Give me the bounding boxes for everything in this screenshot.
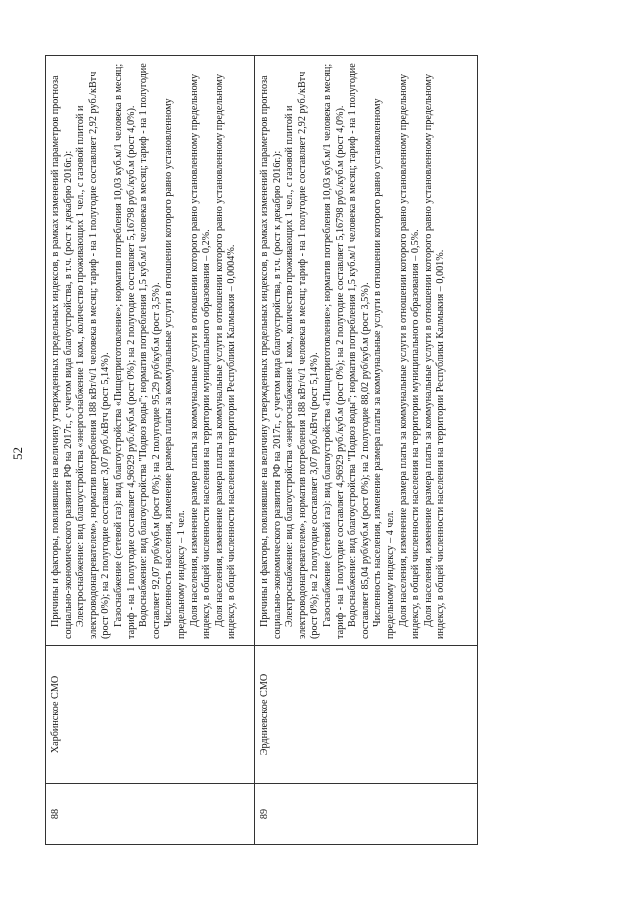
paragraph: Доля населения, изменение размера платы за коммунальные услуги в отношении которого равно установленному предельному индексу, в общей численности населения на территории муниципального образования – 0,2%. xyxy=(188,73,213,639)
row-description xyxy=(255,56,478,646)
paragraph: Причины и факторы, повлиявшие на величину утвержденных предельных индексов, в рамках изменений параметров прогноза социально-экономического развития РФ на 2017г., с учетом вида благоустройства, в т.ч. (рост к декабрю 2016г.): xyxy=(50,75,74,639)
paragraph: Доля населения, изменение размера платы за коммунальные услуги в отношении которого равно установленному предельному индексу, в общей численности населения на территории муниципального образования – 0,5%. xyxy=(397,73,422,639)
paragraph: Численность населения, изменение размера платы за коммунальные услуги в отношении которого равно установленному предельному индексу – 1 чел. xyxy=(163,98,187,639)
row-description xyxy=(46,56,255,646)
paragraph: Доля населения, изменение размера платы за коммунальные услуги в отношении которого равно установленному предельному индексу, в общей численности населения на территории Республики Калмыкия – 0,001%. xyxy=(422,73,447,639)
paragraph: Газоснабжение (сетевой газ): вид благоустройства «Пищеприготовление»; норматив потребления 10,03 куб.м/1 человека в месяц; тариф - на 1 полугодие составляет 4,96929 руб./куб.м (рост 0%); на 2 полугодие составляет 5,16798 руб./куб.м (рост 4,0%). xyxy=(321,63,346,639)
paragraph: Доля населения, изменение размера платы за коммунальные услуги в отношении которого равно установленному предельному индексу, в общей численности населения на территории Республики Калмыкия – 0,0004%. xyxy=(213,73,238,639)
paragraph: Электроснабжение: вид благоустройства «энергоснабжение 1 ком., количество проживающих 1 чел., с газовой плитой и электроводонагревателем», норматив потребления 188 кВт/ч/1 человека в месяц; тариф - на 1 полугодие составляет 2,92 руб./кВтч (рост 0%); на 2 полугодие составляет 3,07 руб./кВтч (рост 5,14%). xyxy=(284,71,321,639)
paragraph: Численность населения, изменение размера платы за коммунальные услуги в отношении которого равно установленному предельному индексу – 4 чел. xyxy=(372,98,396,639)
row-number: 89 xyxy=(255,784,478,845)
municipality-table xyxy=(45,55,478,845)
paragraph: Водоснабжение: вид благоустройства "Подвоз воды"; норматив потребления 1,5 куб.м/1 человека в месяц; тариф - на 1 полугодие составляет 85,04 руб/куб.м (рост 0%); на 2 полугодие 88,02 руб/куб.м (рост 3,5%). xyxy=(347,63,371,639)
table-row xyxy=(255,56,478,845)
row-number: 88 xyxy=(46,784,255,845)
municipality-name: Харбинское СМО xyxy=(46,646,255,784)
table-row xyxy=(46,56,255,845)
paragraph: Водоснабжение: вид благоустройства "Подвоз воды"; норматив потребления 1,5 куб.м/1 человека в месяц; тариф - на 1 полугодие составляет 92,07 руб/куб.м (рост 0%); на 2 полугодие 95,29 руб/куб.м (рост 3,5%). xyxy=(138,63,162,639)
page-number: 52 xyxy=(10,447,25,460)
paragraph: Газоснабжение (сетевой газ): вид благоустройства «Пищеприготовление»; норматив потребления 10,03 куб.м/1 человека в месяц; тариф - на 1 полугодие составляет 4,96929 руб./куб.м (рост 0%); на 2 полугодие составляет 5,16798 руб./куб.м (рост 4,0%). xyxy=(112,63,137,639)
municipality-name: Эрдниевское СМО xyxy=(255,646,478,784)
paragraph: Электроснабжение: вид благоустройства «энергоснабжение 1 ком., количество проживающих 1 чел., с газовой плитой и электроводонагревателем», норматив потребления 188 кВт/ч/1 человека в месяц; тариф - на 1 полугодие составляет 2,92 руб./кВтч (рост 0%); на 2 полугодие составляет 3,07 руб./кВтч (рост 5,14%). xyxy=(75,71,112,639)
paragraph: Причины и факторы, повлиявшие на величину утвержденных предельных индексов, в рамках изменений параметров прогноза социально-экономического развития РФ на 2017г., с учетом вида благоустройства, в т.ч. (рост к декабрю 2016г.): xyxy=(259,75,283,639)
